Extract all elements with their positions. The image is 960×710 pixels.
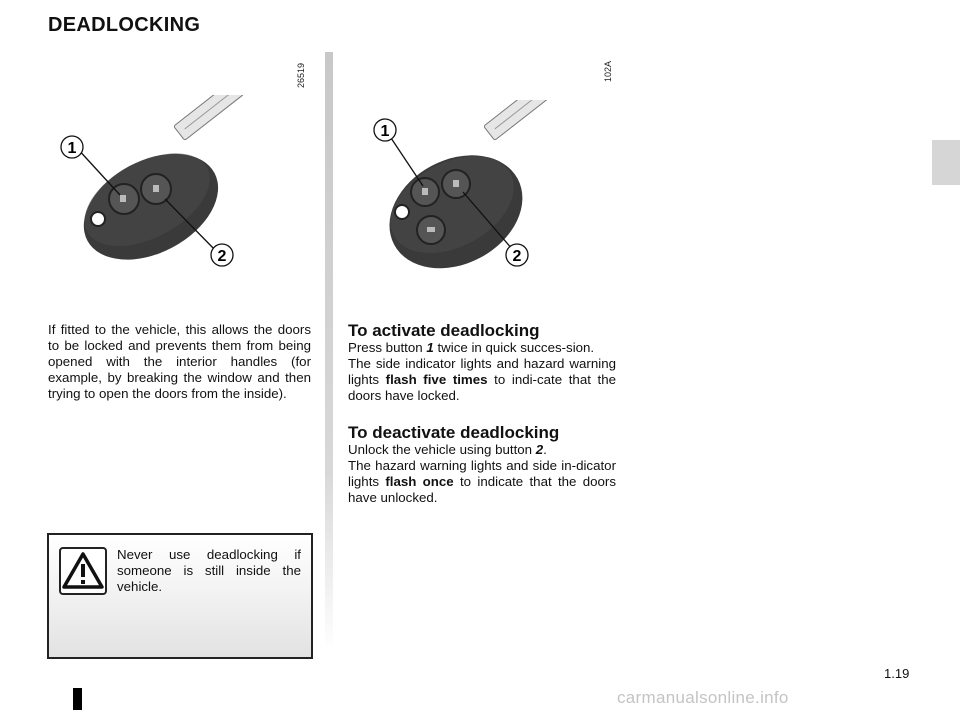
- two-button-key-illustration: [50, 95, 280, 280]
- activate-step-1: Press button 1 twice in quick succes-sion.: [348, 340, 595, 355]
- deactivate-step-1: Unlock the vehicle using button 2.: [348, 442, 547, 457]
- callout-2-left: 2: [217, 248, 227, 265]
- warning-triangle-icon: [59, 547, 107, 595]
- warning-text: Never use deadlocking if someone is still inside the vehicle.: [117, 547, 301, 594]
- column-divider: [325, 52, 333, 652]
- page-number: 1.19: [884, 666, 910, 681]
- instructions-column: [348, 322, 616, 506]
- section-tab: [932, 140, 960, 185]
- activate-step-2: The side indicator lights and hazard warning lights flash five times to indi-cate that the doors have locked.: [348, 356, 616, 403]
- warning-box: [47, 533, 313, 659]
- deactivate-heading: To deactivate deadlocking: [348, 423, 560, 442]
- three-button-key-illustration: [365, 100, 595, 285]
- callout-2-right: 2: [512, 248, 522, 265]
- callout-1-left: 1: [67, 140, 77, 157]
- callout-1-right: 1: [380, 123, 390, 140]
- watermark: carmanualsonline.info: [617, 688, 789, 707]
- figure-code-right: 102A: [603, 60, 613, 82]
- corner-mark: [73, 688, 82, 710]
- activate-heading: To activate deadlocking: [348, 321, 540, 340]
- deactivate-step-2: The hazard warning lights and side in-dicator lights flash once to indicate that the doors have unlocked.: [348, 458, 616, 505]
- figure-code-left: 26519: [296, 62, 306, 88]
- page-title: DEADLOCKING: [48, 14, 201, 36]
- intro-paragraph: If fitted to the vehicle, this allows the doors to be locked and prevents them from being opened with the interior handles (for example, by breaking the window and then trying to open the doors from the inside).: [48, 322, 311, 401]
